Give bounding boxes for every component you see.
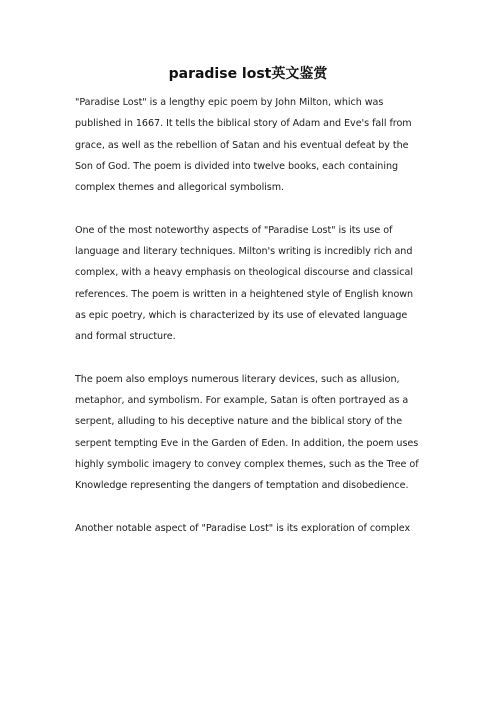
paragraph-4: Another notable aspect of "Paradise Lost" is its exploration of complex <box>75 522 411 534</box>
paragraph-2: One of the most noteworthy aspects of "Paradise Lost" is its use of language and literary techniques. Milton's writing is incredibly rich and complex, with a heavy emphasis on theological discourse and classical references. The poem is written in a heightened style of English known as epic poetry, which is characterized by its use of elevated language and formal structure. <box>75 224 414 343</box>
paragraph-1: "Paradise Lost" is a lengthy epic poem by John Milton, which was published in 1667. It tells the biblical story of Adam and Eve's fall from grace, as well as the rebellion of Satan and his eventual defeat by the Son of God. The poem is divided into twelve books, each containing complex themes and allegorical symbolism. <box>75 97 412 194</box>
document-body <box>75 92 423 539</box>
document-title: paradise lost英文鉴赏 <box>168 66 328 82</box>
paragraph-3: The poem also employs numerous literary devices, such as allusion, metaphor, and symbolism. For example, Satan is often portrayed as a serpent, alluding to his deceptive nature and the biblical story of the serpent tempting Eve in the Garden of Eden. In addition, the poem uses highly symbolic imagery to convey complex themes, such as the Tree of Knowledge representing the dangers of temptation and disobedience. <box>75 373 419 492</box>
